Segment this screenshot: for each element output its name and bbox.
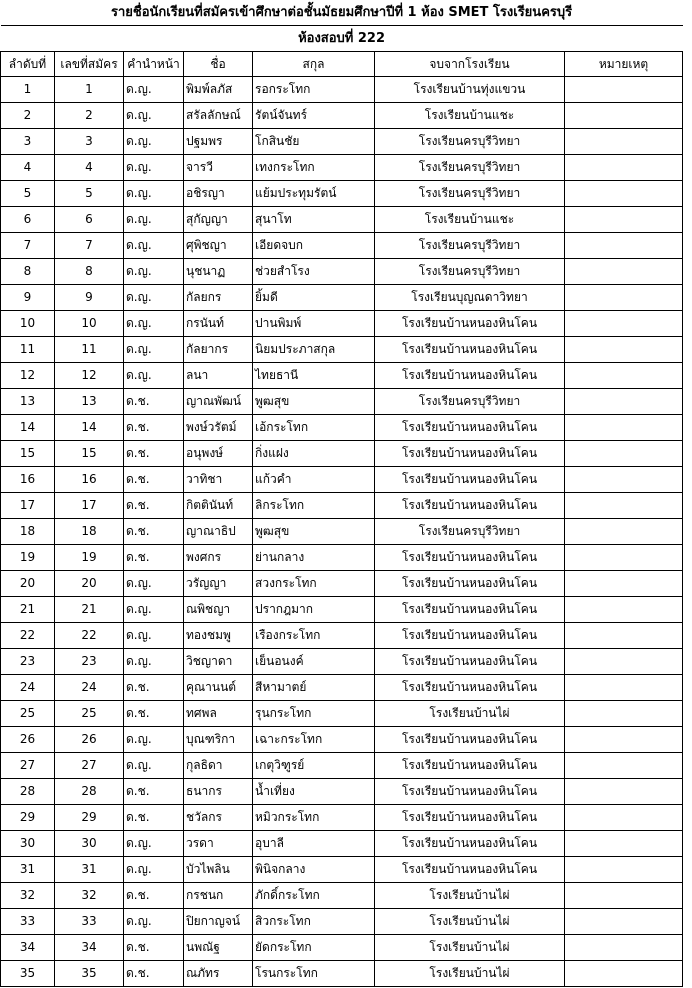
cell-last-name: แก้วคำ xyxy=(253,467,375,493)
cell-last-name: สิวกระโทก xyxy=(253,909,375,935)
cell-last-name: ปรากฎมาก xyxy=(253,597,375,623)
cell-remarks xyxy=(565,831,683,857)
cell-application-no: 25 xyxy=(55,701,124,727)
subtitle-row xyxy=(1,26,683,52)
cell-previous-school: โรงเรียนบ้านหนองหินโคน xyxy=(375,545,565,571)
header-last-name: สกุล xyxy=(253,52,375,77)
cell-application-no: 30 xyxy=(55,831,124,857)
table-row xyxy=(1,519,683,545)
cell-first-name: กรชนก xyxy=(184,883,253,909)
cell-order: 2 xyxy=(1,103,55,129)
cell-remarks xyxy=(565,415,683,441)
cell-previous-school: โรงเรียนบ้านหนองหินโคน xyxy=(375,337,565,363)
cell-first-name: กุลธิดา xyxy=(184,753,253,779)
cell-first-name: ศุพิชญา xyxy=(184,233,253,259)
cell-order: 10 xyxy=(1,311,55,337)
cell-prefix: ด.ญ. xyxy=(124,259,184,285)
cell-last-name: โรนกระโทก xyxy=(253,961,375,987)
cell-previous-school: โรงเรียนครบุรีวิทยา xyxy=(375,389,565,415)
exam-room-label: ห้องสอบที่ 222 xyxy=(1,26,683,52)
cell-order: 19 xyxy=(1,545,55,571)
cell-first-name: นุชนาฏ xyxy=(184,259,253,285)
table-row xyxy=(1,779,683,805)
table-row xyxy=(1,571,683,597)
cell-remarks xyxy=(565,103,683,129)
cell-first-name: พงษ์วรัตม์ xyxy=(184,415,253,441)
cell-prefix: ด.ช. xyxy=(124,493,184,519)
cell-prefix: ด.ช. xyxy=(124,935,184,961)
cell-last-name: ช่วยสำโรง xyxy=(253,259,375,285)
cell-application-no: 33 xyxy=(55,909,124,935)
cell-last-name: นิยมประภาสกุล xyxy=(253,337,375,363)
cell-order: 9 xyxy=(1,285,55,311)
cell-remarks xyxy=(565,389,683,415)
table-row xyxy=(1,753,683,779)
cell-previous-school: โรงเรียนบ้านหนองหินโคน xyxy=(375,831,565,857)
cell-previous-school: โรงเรียนบ้านไผ่ xyxy=(375,883,565,909)
cell-prefix: ด.ญ. xyxy=(124,831,184,857)
cell-last-name: พูฒสุข xyxy=(253,389,375,415)
cell-order: 22 xyxy=(1,623,55,649)
cell-application-no: 24 xyxy=(55,675,124,701)
cell-previous-school: โรงเรียนครบุรีวิทยา xyxy=(375,129,565,155)
cell-last-name: ยิ้มดี xyxy=(253,285,375,311)
table-row xyxy=(1,831,683,857)
cell-order: 1 xyxy=(1,77,55,103)
cell-order: 12 xyxy=(1,363,55,389)
header-previous-school: จบจากโรงเรียน xyxy=(375,52,565,77)
cell-previous-school: โรงเรียนบ้านแชะ xyxy=(375,103,565,129)
cell-prefix: ด.ญ. xyxy=(124,181,184,207)
cell-previous-school: โรงเรียนบุญณดาวิทยา xyxy=(375,285,565,311)
cell-previous-school: โรงเรียนบ้านหนองหินโคน xyxy=(375,805,565,831)
cell-prefix: ด.ญ. xyxy=(124,597,184,623)
cell-last-name: หมิวกระโทก xyxy=(253,805,375,831)
cell-last-name: อุบาลี xyxy=(253,831,375,857)
cell-remarks xyxy=(565,285,683,311)
cell-previous-school: โรงเรียนบ้านหนองหินโคน xyxy=(375,311,565,337)
cell-first-name: ปฐมพร xyxy=(184,129,253,155)
cell-order: 32 xyxy=(1,883,55,909)
cell-remarks xyxy=(565,233,683,259)
cell-previous-school: โรงเรียนบ้านทุ่งแขวน xyxy=(375,77,565,103)
cell-application-no: 22 xyxy=(55,623,124,649)
cell-remarks xyxy=(565,545,683,571)
cell-application-no: 23 xyxy=(55,649,124,675)
header-first-name: ชื่อ xyxy=(184,52,253,77)
cell-prefix: ด.ญ. xyxy=(124,207,184,233)
table-row xyxy=(1,181,683,207)
table-row xyxy=(1,961,683,987)
cell-application-no: 31 xyxy=(55,857,124,883)
table-row xyxy=(1,77,683,103)
cell-first-name: ชวัลกร xyxy=(184,805,253,831)
cell-last-name: แย้มประทุมรัตน์ xyxy=(253,181,375,207)
cell-order: 15 xyxy=(1,441,55,467)
cell-prefix: ด.ญ. xyxy=(124,909,184,935)
cell-order: 26 xyxy=(1,727,55,753)
cell-application-no: 1 xyxy=(55,77,124,103)
table-row xyxy=(1,623,683,649)
cell-remarks xyxy=(565,129,683,155)
cell-last-name: เย็นอนงค์ xyxy=(253,649,375,675)
cell-last-name: เกตุวิฑูรย์ xyxy=(253,753,375,779)
cell-application-no: 28 xyxy=(55,779,124,805)
cell-application-no: 18 xyxy=(55,519,124,545)
cell-first-name: วรัญญา xyxy=(184,571,253,597)
page-title: รายชื่อนักเรียนที่สมัครเข้าศึกษาต่อชั้นมัธยมศึกษาปีที่ 1 ห้อง SMET โรงเรียนครบุรี xyxy=(1,0,683,26)
cell-previous-school: โรงเรียนครบุรีวิทยา xyxy=(375,155,565,181)
cell-first-name: สุกัญญา xyxy=(184,207,253,233)
cell-prefix: ด.ญ. xyxy=(124,571,184,597)
cell-application-no: 35 xyxy=(55,961,124,987)
cell-application-no: 4 xyxy=(55,155,124,181)
cell-application-no: 12 xyxy=(55,363,124,389)
cell-prefix: ด.ช. xyxy=(124,441,184,467)
cell-order: 27 xyxy=(1,753,55,779)
cell-previous-school: โรงเรียนบ้านไผ่ xyxy=(375,701,565,727)
cell-first-name: ณพิชญา xyxy=(184,597,253,623)
cell-order: 30 xyxy=(1,831,55,857)
cell-order: 13 xyxy=(1,389,55,415)
cell-first-name: วิชญาดา xyxy=(184,649,253,675)
cell-prefix: ด.ญ. xyxy=(124,155,184,181)
cell-first-name: กัลยกร xyxy=(184,285,253,311)
cell-first-name: อชิรญา xyxy=(184,181,253,207)
cell-order: 25 xyxy=(1,701,55,727)
table-row xyxy=(1,909,683,935)
cell-previous-school: โรงเรียนบ้านหนองหินโคน xyxy=(375,467,565,493)
cell-remarks xyxy=(565,77,683,103)
cell-remarks xyxy=(565,311,683,337)
cell-first-name: กิตตินันท์ xyxy=(184,493,253,519)
table-row xyxy=(1,155,683,181)
cell-application-no: 26 xyxy=(55,727,124,753)
cell-previous-school: โรงเรียนบ้านไผ่ xyxy=(375,961,565,987)
table-row xyxy=(1,727,683,753)
cell-application-no: 29 xyxy=(55,805,124,831)
cell-first-name: ทองชมพู xyxy=(184,623,253,649)
cell-order: 35 xyxy=(1,961,55,987)
cell-last-name: โกสินชัย xyxy=(253,129,375,155)
table-row xyxy=(1,805,683,831)
cell-remarks xyxy=(565,493,683,519)
cell-last-name: พินิจกลาง xyxy=(253,857,375,883)
cell-order: 16 xyxy=(1,467,55,493)
cell-application-no: 2 xyxy=(55,103,124,129)
cell-last-name: รัตน์จันทร์ xyxy=(253,103,375,129)
cell-last-name: เรืองกระโทก xyxy=(253,623,375,649)
cell-first-name: จารวี xyxy=(184,155,253,181)
cell-application-no: 15 xyxy=(55,441,124,467)
cell-first-name: ลนา xyxy=(184,363,253,389)
cell-prefix: ด.ญ. xyxy=(124,857,184,883)
cell-first-name: วรดา xyxy=(184,831,253,857)
cell-prefix: ด.ช. xyxy=(124,519,184,545)
cell-application-no: 32 xyxy=(55,883,124,909)
cell-previous-school: โรงเรียนบ้านหนองหินโคน xyxy=(375,441,565,467)
cell-prefix: ด.ช. xyxy=(124,961,184,987)
cell-first-name: ญาณพัฒน์ xyxy=(184,389,253,415)
cell-order: 23 xyxy=(1,649,55,675)
cell-last-name: รุนกระโทก xyxy=(253,701,375,727)
cell-remarks xyxy=(565,805,683,831)
cell-order: 6 xyxy=(1,207,55,233)
cell-remarks xyxy=(565,623,683,649)
cell-last-name: สุนาโท xyxy=(253,207,375,233)
cell-first-name: วาทิชา xyxy=(184,467,253,493)
cell-previous-school: โรงเรียนบ้านหนองหินโคน xyxy=(375,493,565,519)
cell-application-no: 10 xyxy=(55,311,124,337)
cell-prefix: ด.ช. xyxy=(124,701,184,727)
table-row xyxy=(1,467,683,493)
cell-prefix: ด.ญ. xyxy=(124,103,184,129)
cell-prefix: ด.ช. xyxy=(124,545,184,571)
cell-application-no: 17 xyxy=(55,493,124,519)
cell-last-name: ภักดิ์กระโทก xyxy=(253,883,375,909)
cell-application-no: 16 xyxy=(55,467,124,493)
cell-prefix: ด.ช. xyxy=(124,415,184,441)
table-row xyxy=(1,857,683,883)
cell-last-name: ลิกระโทก xyxy=(253,493,375,519)
cell-remarks xyxy=(565,207,683,233)
cell-first-name: ญาณาธิป xyxy=(184,519,253,545)
cell-order: 24 xyxy=(1,675,55,701)
table-row xyxy=(1,363,683,389)
cell-remarks xyxy=(565,883,683,909)
cell-order: 8 xyxy=(1,259,55,285)
cell-prefix: ด.ช. xyxy=(124,467,184,493)
cell-prefix: ด.ช. xyxy=(124,883,184,909)
cell-remarks xyxy=(565,961,683,987)
table-row xyxy=(1,285,683,311)
cell-first-name: ณภัทร xyxy=(184,961,253,987)
cell-first-name: พิมพ์ลภัส xyxy=(184,77,253,103)
cell-application-no: 6 xyxy=(55,207,124,233)
cell-last-name: รอกระโทก xyxy=(253,77,375,103)
cell-prefix: ด.ช. xyxy=(124,675,184,701)
cell-order: 31 xyxy=(1,857,55,883)
cell-previous-school: โรงเรียนบ้านหนองหินโคน xyxy=(375,363,565,389)
cell-previous-school: โรงเรียนบ้านหนองหินโคน xyxy=(375,623,565,649)
cell-remarks xyxy=(565,181,683,207)
cell-previous-school: โรงเรียนบ้านไผ่ xyxy=(375,909,565,935)
cell-application-no: 21 xyxy=(55,597,124,623)
cell-last-name: เทงกระโทก xyxy=(253,155,375,181)
table-row xyxy=(1,441,683,467)
cell-first-name: นพณัฐ xyxy=(184,935,253,961)
cell-remarks xyxy=(565,935,683,961)
table-row xyxy=(1,649,683,675)
header-row xyxy=(1,52,683,77)
cell-remarks xyxy=(565,753,683,779)
table-row xyxy=(1,103,683,129)
cell-first-name: ปิยกาญจน์ xyxy=(184,909,253,935)
cell-order: 3 xyxy=(1,129,55,155)
cell-order: 29 xyxy=(1,805,55,831)
cell-remarks xyxy=(565,441,683,467)
cell-first-name: กัลยากร xyxy=(184,337,253,363)
cell-previous-school: โรงเรียนครบุรีวิทยา xyxy=(375,233,565,259)
cell-application-no: 27 xyxy=(55,753,124,779)
cell-previous-school: โรงเรียนบ้านหนองหินโคน xyxy=(375,779,565,805)
cell-last-name: สีหามาตย์ xyxy=(253,675,375,701)
table-row xyxy=(1,233,683,259)
cell-previous-school: โรงเรียนบ้านหนองหินโคน xyxy=(375,857,565,883)
cell-remarks xyxy=(565,155,683,181)
cell-prefix: ด.ญ. xyxy=(124,363,184,389)
header-prefix: คำนำหน้า xyxy=(124,52,184,77)
cell-first-name: ธนากร xyxy=(184,779,253,805)
cell-remarks xyxy=(565,701,683,727)
cell-last-name: น้ำเที่ยง xyxy=(253,779,375,805)
header-remarks: หมายเหตุ xyxy=(565,52,683,77)
cell-order: 34 xyxy=(1,935,55,961)
cell-previous-school: โรงเรียนบ้านหนองหินโคน xyxy=(375,597,565,623)
cell-last-name: กิ่งแฝง xyxy=(253,441,375,467)
cell-last-name: ปานพิมพ์ xyxy=(253,311,375,337)
cell-first-name: กรนันท์ xyxy=(184,311,253,337)
cell-application-no: 13 xyxy=(55,389,124,415)
cell-previous-school: โรงเรียนครบุรีวิทยา xyxy=(375,259,565,285)
cell-prefix: ด.ญ. xyxy=(124,337,184,363)
cell-application-no: 34 xyxy=(55,935,124,961)
cell-previous-school: โรงเรียนบ้านแชะ xyxy=(375,207,565,233)
cell-prefix: ด.ญ. xyxy=(124,233,184,259)
cell-prefix: ด.ช. xyxy=(124,779,184,805)
cell-order: 14 xyxy=(1,415,55,441)
cell-last-name: สวงกระโทก xyxy=(253,571,375,597)
cell-order: 21 xyxy=(1,597,55,623)
cell-last-name: พูฒสุข xyxy=(253,519,375,545)
cell-order: 4 xyxy=(1,155,55,181)
cell-application-no: 11 xyxy=(55,337,124,363)
cell-first-name: สรัลลักษณ์ xyxy=(184,103,253,129)
cell-prefix: ด.ญ. xyxy=(124,77,184,103)
cell-application-no: 3 xyxy=(55,129,124,155)
cell-last-name: เฉาะกระโทก xyxy=(253,727,375,753)
cell-prefix: ด.ช. xyxy=(124,805,184,831)
cell-application-no: 9 xyxy=(55,285,124,311)
cell-prefix: ด.ญ. xyxy=(124,727,184,753)
cell-first-name: บัวไพลิน xyxy=(184,857,253,883)
cell-application-no: 5 xyxy=(55,181,124,207)
cell-last-name: เอ้กระโทก xyxy=(253,415,375,441)
table-row xyxy=(1,389,683,415)
cell-first-name: ทศพล xyxy=(184,701,253,727)
table-row xyxy=(1,337,683,363)
cell-application-no: 14 xyxy=(55,415,124,441)
cell-first-name: บุณฑริกา xyxy=(184,727,253,753)
cell-last-name: ย่านกลาง xyxy=(253,545,375,571)
cell-prefix: ด.ญ. xyxy=(124,129,184,155)
cell-order: 18 xyxy=(1,519,55,545)
header-application-no: เลขที่สมัคร xyxy=(55,52,124,77)
cell-first-name: คุณานนต์ xyxy=(184,675,253,701)
table-row xyxy=(1,207,683,233)
cell-order: 20 xyxy=(1,571,55,597)
cell-order: 17 xyxy=(1,493,55,519)
cell-previous-school: โรงเรียนบ้านหนองหินโคน xyxy=(375,753,565,779)
cell-application-no: 19 xyxy=(55,545,124,571)
cell-order: 28 xyxy=(1,779,55,805)
cell-prefix: ด.ญ. xyxy=(124,623,184,649)
table-row xyxy=(1,883,683,909)
cell-order: 11 xyxy=(1,337,55,363)
cell-previous-school: โรงเรียนบ้านหนองหินโคน xyxy=(375,571,565,597)
cell-order: 7 xyxy=(1,233,55,259)
cell-previous-school: โรงเรียนบ้านหนองหินโคน xyxy=(375,727,565,753)
cell-last-name: ยัดกระโทก xyxy=(253,935,375,961)
cell-application-no: 20 xyxy=(55,571,124,597)
cell-application-no: 7 xyxy=(55,233,124,259)
cell-remarks xyxy=(565,259,683,285)
table-row xyxy=(1,545,683,571)
table-row xyxy=(1,311,683,337)
cell-first-name: อนุพงษ์ xyxy=(184,441,253,467)
title-row xyxy=(1,0,683,26)
cell-last-name: เอียดจบก xyxy=(253,233,375,259)
cell-remarks xyxy=(565,363,683,389)
table-row xyxy=(1,597,683,623)
cell-previous-school: โรงเรียนบ้านหนองหินโคน xyxy=(375,649,565,675)
cell-order: 33 xyxy=(1,909,55,935)
cell-remarks xyxy=(565,337,683,363)
table-row xyxy=(1,259,683,285)
cell-remarks xyxy=(565,779,683,805)
table-row xyxy=(1,493,683,519)
table-row xyxy=(1,935,683,961)
cell-remarks xyxy=(565,597,683,623)
cell-remarks xyxy=(565,727,683,753)
cell-previous-school: โรงเรียนครบุรีวิทยา xyxy=(375,519,565,545)
cell-remarks xyxy=(565,857,683,883)
header-order: ลำดับที่ xyxy=(1,52,55,77)
cell-previous-school: โรงเรียนบ้านหนองหินโคน xyxy=(375,675,565,701)
cell-prefix: ด.ญ. xyxy=(124,311,184,337)
cell-remarks xyxy=(565,519,683,545)
cell-prefix: ด.ช. xyxy=(124,389,184,415)
cell-remarks xyxy=(565,675,683,701)
cell-first-name: พงศกร xyxy=(184,545,253,571)
table-row xyxy=(1,675,683,701)
cell-prefix: ด.ญ. xyxy=(124,649,184,675)
cell-previous-school: โรงเรียนครบุรีวิทยา xyxy=(375,181,565,207)
table-row xyxy=(1,701,683,727)
cell-remarks xyxy=(565,909,683,935)
cell-application-no: 8 xyxy=(55,259,124,285)
cell-remarks xyxy=(565,467,683,493)
cell-prefix: ด.ญ. xyxy=(124,753,184,779)
table-row xyxy=(1,129,683,155)
cell-prefix: ด.ญ. xyxy=(124,285,184,311)
cell-previous-school: โรงเรียนบ้านไผ่ xyxy=(375,935,565,961)
cell-remarks xyxy=(565,649,683,675)
cell-previous-school: โรงเรียนบ้านหนองหินโคน xyxy=(375,415,565,441)
cell-remarks xyxy=(565,571,683,597)
cell-last-name: ไทยธานี xyxy=(253,363,375,389)
table-row xyxy=(1,415,683,441)
cell-order: 5 xyxy=(1,181,55,207)
